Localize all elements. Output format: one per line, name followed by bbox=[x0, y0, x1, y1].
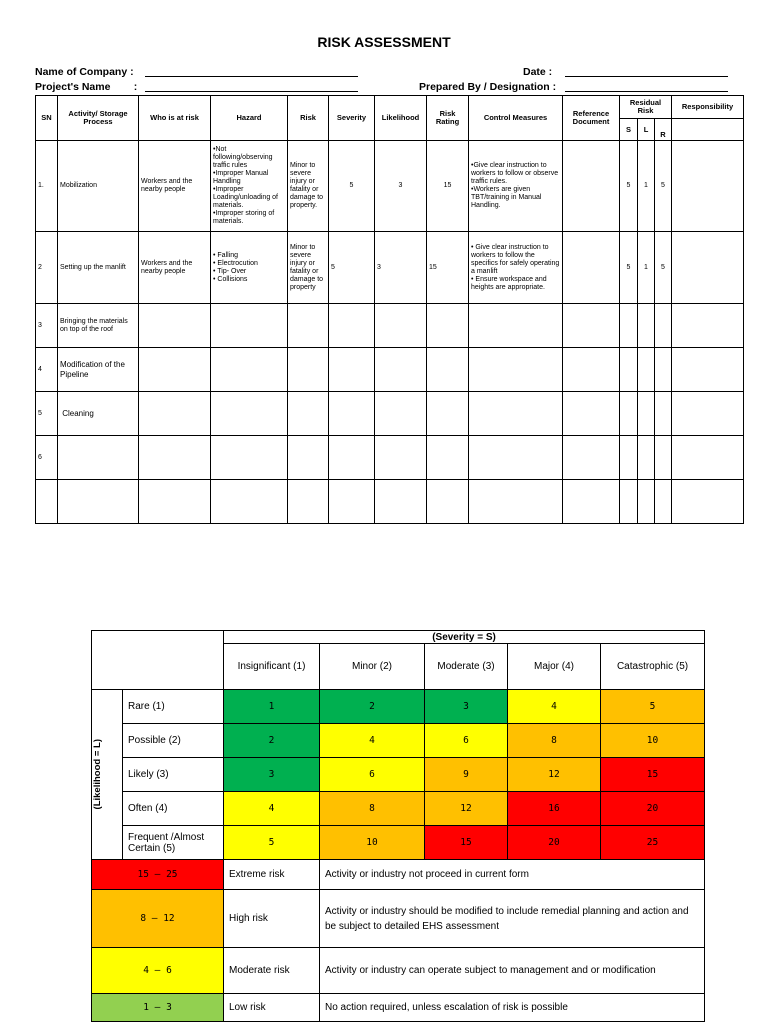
row-who: Workers and the nearby people bbox=[139, 232, 211, 304]
row-responsibility bbox=[672, 232, 744, 304]
row-rating: 15 bbox=[427, 141, 469, 232]
col-risk: Risk bbox=[288, 96, 329, 141]
matrix-cell: 1 bbox=[224, 690, 320, 724]
row-activity bbox=[58, 436, 139, 480]
legend-row bbox=[92, 860, 705, 890]
matrix-cell: 20 bbox=[601, 792, 705, 826]
row-hazard: • Falling • Electrocution • Tip- Over • Collisions bbox=[211, 232, 288, 304]
matrix-cell: 2 bbox=[320, 690, 425, 724]
legend-range: 15 – 25 bbox=[92, 860, 224, 890]
matrix-cell: 15 bbox=[425, 826, 508, 860]
matrix-cell: 4 bbox=[508, 690, 601, 724]
legend-range: 8 – 12 bbox=[92, 890, 224, 948]
likelihood-title-cell bbox=[92, 690, 123, 860]
table-row bbox=[36, 232, 744, 304]
row-rating: 15 bbox=[427, 232, 469, 304]
row-risk: Minor to severe injury or fatality or damage to property. bbox=[288, 141, 329, 232]
matrix-cell: 4 bbox=[320, 724, 425, 758]
row-activity: Cleaning bbox=[58, 392, 139, 436]
row-sn: 5 bbox=[36, 392, 58, 436]
matrix-cell: 9 bbox=[425, 758, 508, 792]
table-row bbox=[36, 436, 744, 480]
likelihood-level: Often (4) bbox=[123, 792, 224, 826]
row-residual-l: 1 bbox=[638, 141, 655, 232]
legend-description: Activity or industry should be modified to include remedial planning and action and be subject to detailed EHS assessment bbox=[320, 890, 705, 948]
severity-level: Catastrophic (5) bbox=[601, 644, 705, 690]
legend-range: 1 – 3 bbox=[92, 994, 224, 1022]
legend-level: High risk bbox=[224, 890, 320, 948]
row-control: • Give clear instruction to workers to follow the specifics for safely operating a manlift • Ensure workspace and heights are appropriate. bbox=[469, 232, 563, 304]
risk-matrix bbox=[91, 630, 705, 1022]
likelihood-level: Rare (1) bbox=[123, 690, 224, 724]
row-residual-r: 5 bbox=[655, 232, 672, 304]
row-sn: 3 bbox=[36, 304, 58, 348]
row-reference bbox=[563, 232, 620, 304]
row-activity: Bringing the materials on top of the roof bbox=[58, 304, 139, 348]
table-row bbox=[36, 304, 744, 348]
matrix-cell: 3 bbox=[425, 690, 508, 724]
row-likelihood: 3 bbox=[375, 232, 427, 304]
prepared-field[interactable] bbox=[565, 91, 728, 92]
col-activity: Activity/ Storage Process bbox=[58, 96, 139, 141]
col-responsibility-sub bbox=[672, 119, 744, 141]
matrix-cell: 10 bbox=[320, 826, 425, 860]
row-residual-s: 5 bbox=[620, 141, 638, 232]
row-residual-s: 5 bbox=[620, 232, 638, 304]
company-field[interactable] bbox=[145, 76, 358, 77]
company-label: Name of Company : bbox=[35, 66, 134, 78]
col-r: R bbox=[655, 119, 672, 141]
legend-row bbox=[92, 890, 705, 948]
likelihood-level: Likely (3) bbox=[123, 758, 224, 792]
row-hazard: •Not following/observing traffic rules •Improper Manual Handling •Improper Loading/unloading of materials. •Improper storing of materials. bbox=[211, 141, 288, 232]
col-rating: Risk Rating bbox=[427, 96, 469, 141]
legend-row bbox=[92, 994, 705, 1022]
severity-level: Major (4) bbox=[508, 644, 601, 690]
row-sn: 2 bbox=[36, 232, 58, 304]
col-responsibility: Responsibility bbox=[672, 96, 744, 119]
matrix-cell: 12 bbox=[425, 792, 508, 826]
likelihood-level: Possible (2) bbox=[123, 724, 224, 758]
matrix-cell: 25 bbox=[601, 826, 705, 860]
row-risk: Minor to severe injury or fatality or damage to property bbox=[288, 232, 329, 304]
row-control: •Give clear instruction to workers to follow or observe traffic rules. •Workers are given TBT/training in Manual Handling. bbox=[469, 141, 563, 232]
table-row bbox=[36, 141, 744, 232]
row-likelihood: 3 bbox=[375, 141, 427, 232]
date-label: Date : bbox=[523, 66, 553, 78]
row-residual-r: 5 bbox=[655, 141, 672, 232]
row-severity: 5 bbox=[329, 141, 375, 232]
col-l: L bbox=[638, 119, 655, 141]
col-sn: SN bbox=[36, 96, 58, 141]
table-row bbox=[36, 348, 744, 392]
row-reference bbox=[563, 141, 620, 232]
row-severity: 5 bbox=[329, 232, 375, 304]
row-sn: 4 bbox=[36, 348, 58, 392]
col-likelihood: Likelihood bbox=[375, 96, 427, 141]
likelihood-level: Frequent /Almost Certain (5) bbox=[123, 826, 224, 860]
legend-description: No action required, unless escalation of risk is possible bbox=[320, 994, 705, 1022]
project-field[interactable] bbox=[145, 91, 358, 92]
severity-level: Insignificant (1) bbox=[224, 644, 320, 690]
matrix-cell: 8 bbox=[508, 724, 601, 758]
legend-description: Activity or industry not proceed in current form bbox=[320, 860, 705, 890]
row-activity: Modification of the Pipeline bbox=[58, 348, 139, 392]
matrix-cell: 16 bbox=[508, 792, 601, 826]
matrix-cell: 20 bbox=[508, 826, 601, 860]
row-residual-l: 1 bbox=[638, 232, 655, 304]
matrix-corner bbox=[92, 631, 224, 690]
prepared-label: Prepared By / Designation : bbox=[419, 81, 557, 93]
col-reference: Reference Document bbox=[563, 96, 620, 141]
matrix-cell: 5 bbox=[601, 690, 705, 724]
row-activity: Mobilization bbox=[58, 141, 139, 232]
legend-description: Activity or industry can operate subject to management and or modification bbox=[320, 948, 705, 994]
table-row bbox=[36, 480, 744, 524]
col-who: Who is at risk bbox=[139, 96, 211, 141]
row-activity: Setting up the manlift bbox=[58, 232, 139, 304]
legend-row bbox=[92, 948, 705, 994]
matrix-cell: 6 bbox=[320, 758, 425, 792]
row-sn: 1. bbox=[36, 141, 58, 232]
severity-level: Moderate (3) bbox=[425, 644, 508, 690]
row-sn bbox=[36, 480, 58, 524]
matrix-cell: 2 bbox=[224, 724, 320, 758]
col-s: S bbox=[620, 119, 638, 141]
matrix-cell: 4 bbox=[224, 792, 320, 826]
matrix-cell: 12 bbox=[508, 758, 601, 792]
row-who: Workers and the nearby people bbox=[139, 141, 211, 232]
date-field[interactable] bbox=[565, 76, 728, 77]
row-sn: 6 bbox=[36, 436, 58, 480]
col-severity: Severity bbox=[329, 96, 375, 141]
legend-level: Moderate risk bbox=[224, 948, 320, 994]
col-control: Control Measures bbox=[469, 96, 563, 141]
legend-level: Low risk bbox=[224, 994, 320, 1022]
severity-title: (Severity = S) bbox=[224, 631, 705, 644]
matrix-cell: 5 bbox=[224, 826, 320, 860]
project-label: Project's Name : bbox=[35, 81, 138, 93]
matrix-cell: 8 bbox=[320, 792, 425, 826]
row-activity bbox=[58, 480, 139, 524]
page-title: RISK ASSESSMENT bbox=[317, 34, 451, 50]
row-responsibility bbox=[672, 141, 744, 232]
matrix-cell: 15 bbox=[601, 758, 705, 792]
severity-level: Minor (2) bbox=[320, 644, 425, 690]
col-residual: Residual Risk bbox=[620, 96, 672, 119]
legend-range: 4 – 6 bbox=[92, 948, 224, 994]
col-hazard: Hazard bbox=[211, 96, 288, 141]
matrix-cell: 3 bbox=[224, 758, 320, 792]
matrix-cell: 6 bbox=[425, 724, 508, 758]
risk-assessment-table bbox=[35, 95, 744, 524]
matrix-cell: 10 bbox=[601, 724, 705, 758]
legend-level: Extreme risk bbox=[224, 860, 320, 890]
likelihood-title: (Likelihood = L) bbox=[92, 739, 103, 810]
table-row bbox=[36, 392, 744, 436]
